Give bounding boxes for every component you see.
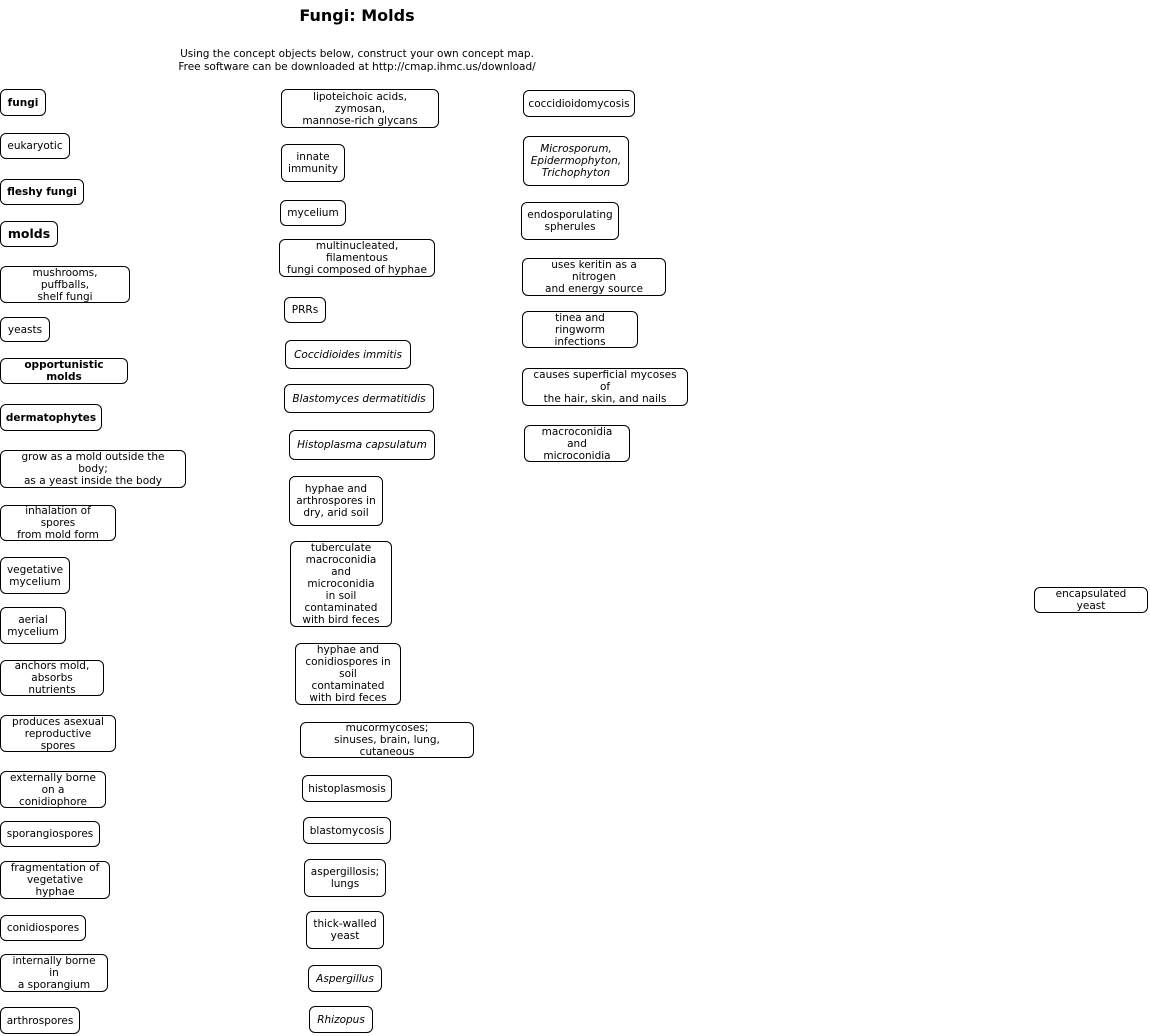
concept-encapsulated-yeast[interactable]: encapsulated yeast xyxy=(1034,587,1148,613)
concept-anchors-mold[interactable]: anchors mold, absorbs nutrients xyxy=(0,660,104,696)
concept-produces-asexual-spores[interactable]: produces asexual reproductive spores xyxy=(0,715,116,752)
concept-fragmentation[interactable]: fragmentation of vegetative hyphae xyxy=(0,861,110,899)
concept-internally-borne[interactable]: internally borne in a sporangium xyxy=(0,954,108,992)
concept-thick-walled-yeast[interactable]: thick-walled yeast xyxy=(306,911,384,949)
concept-prrs[interactable]: PRRs xyxy=(284,297,326,323)
concept-fleshy-fungi[interactable]: fleshy fungi xyxy=(0,179,84,205)
concept-uses-keritin[interactable]: uses keritin as a nitrogen and energy source xyxy=(522,258,666,296)
concept-multinucleated-fungi[interactable]: multinucleated, filamentous fungi composed of hyphae xyxy=(279,239,435,277)
concept-mushrooms-puffballs-shelf-fungi[interactable]: mushrooms, puffballs, shelf fungi xyxy=(0,266,130,303)
concept-externally-borne[interactable]: externally borne on a conidiophore xyxy=(0,771,106,808)
concept-tinea-and-ringworm[interactable]: tinea and ringworm infections xyxy=(522,311,638,348)
instructions-line-1: Using the concept objects below, construct your own concept map. xyxy=(180,48,534,60)
concept-mucormycoses[interactable]: mucormycoses; sinuses, brain, lung, cutaneous xyxy=(300,722,474,758)
concept-histoplasma-capsulatum[interactable]: Histoplasma capsulatum xyxy=(289,430,435,460)
concept-aerial-mycelium[interactable]: aerial mycelium xyxy=(0,607,66,644)
concept-microsporum-epidermophyton-trichophyton[interactable]: Microsporum, Epidermophyton, Trichophyton xyxy=(523,136,629,186)
concept-eukaryotic[interactable]: eukaryotic xyxy=(0,133,70,159)
concept-yeasts[interactable]: yeasts xyxy=(0,317,50,342)
concept-sporangiospores[interactable]: sporangiospores xyxy=(0,821,100,847)
instructions xyxy=(150,48,564,74)
concept-superficial-mycoses[interactable]: causes superficial mycoses of the hair, skin, and nails xyxy=(522,368,688,406)
concept-coccidioides-immitis[interactable]: Coccidioides immitis xyxy=(285,340,411,369)
concept-rhizopus[interactable]: Rhizopus xyxy=(309,1006,373,1033)
concept-arthrospores[interactable]: arthrospores xyxy=(0,1007,80,1034)
concept-aspergillosis[interactable]: aspergillosis; lungs xyxy=(304,859,386,897)
concept-lipoteichoic-acids[interactable]: lipoteichoic acids, zymosan, mannose-rich glycans xyxy=(281,89,439,128)
concept-dermatophytes[interactable]: dermatophytes xyxy=(0,404,102,431)
concept-coccidioidomycosis[interactable]: coccidioidomycosis xyxy=(523,90,635,117)
concept-inhalation-of-spores[interactable]: inhalation of spores from mold form xyxy=(0,505,116,541)
concept-blastomyces-dermatitidis[interactable]: Blastomyces dermatitidis xyxy=(284,384,434,413)
concept-histoplasmosis[interactable]: histoplasmosis xyxy=(302,775,392,802)
concept-hyphae-and-arthrospores[interactable]: hyphae and arthrospores in dry, arid soil xyxy=(289,476,383,526)
concept-tuberculate-macroconidia[interactable]: tuberculate macroconidia and microconidia in soil contaminated with bird feces xyxy=(290,541,392,627)
concept-hyphae-and-conidiospores[interactable]: hyphae and conidiospores in soil contaminated with bird feces xyxy=(295,643,401,705)
concept-molds[interactable]: molds xyxy=(0,221,58,247)
concept-opportunistic-molds[interactable]: opportunistic molds xyxy=(0,358,128,384)
concept-grow-as-mold[interactable]: grow as a mold outside the body; as a yeast inside the body xyxy=(0,450,186,488)
concept-fungi[interactable]: fungi xyxy=(0,89,46,116)
concept-aspergillus[interactable]: Aspergillus xyxy=(308,965,382,992)
concept-vegetative-mycelium[interactable]: vegetative mycelium xyxy=(0,557,70,594)
concept-blastomycosis[interactable]: blastomycosis xyxy=(303,817,391,844)
instructions-line-2: Free software can be downloaded at http://cmap.ihmc.us/download/ xyxy=(178,61,536,73)
concept-mycelium[interactable]: mycelium xyxy=(280,200,346,226)
page-title: Fungi: Molds xyxy=(299,6,415,25)
concept-conidiospores[interactable]: conidiospores xyxy=(0,915,86,941)
concept-innate-immunity[interactable]: innate immunity xyxy=(281,144,345,182)
concept-macroconidia-and-microconidia[interactable]: macroconidia and microconidia xyxy=(524,425,630,462)
concept-endosporulating-spherules[interactable]: endosporulating spherules xyxy=(521,202,619,240)
